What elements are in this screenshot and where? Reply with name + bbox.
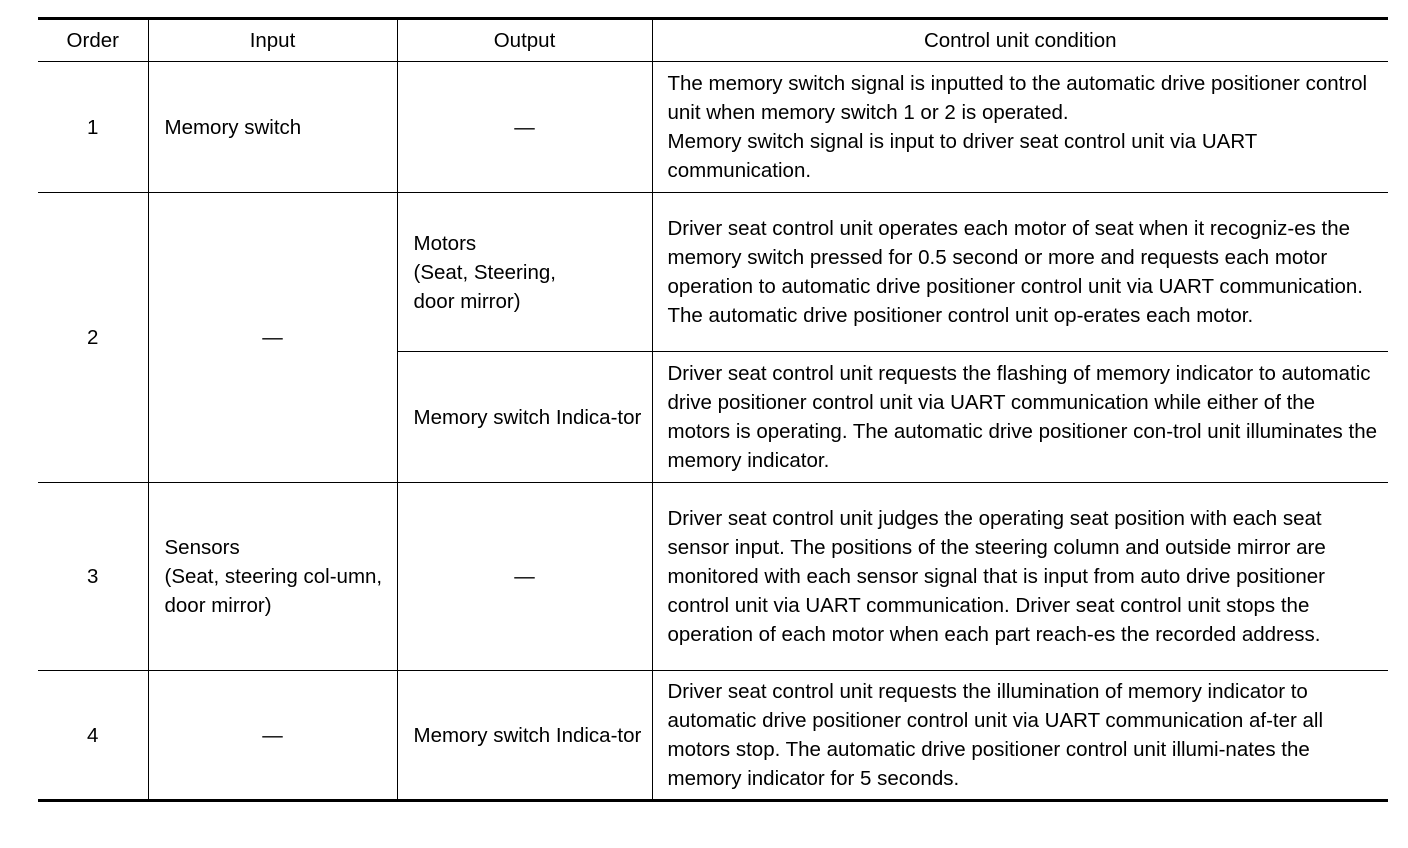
condition-text: The memory switch signal is inputted to the automatic drive positioner control unit when memory switch 1 or 2 is operated. Memory switch signal is input to driver seat control unit via UART communication. bbox=[667, 72, 1368, 182]
table-row bbox=[38, 483, 1388, 671]
condition-cell bbox=[652, 483, 1388, 671]
input-text: Sensors (Seat, steering col-umn, door mirror) bbox=[164, 536, 383, 617]
input-cell: — bbox=[148, 193, 397, 483]
condition-cell bbox=[652, 671, 1388, 801]
output-cell bbox=[397, 352, 652, 483]
order-cell: 2 bbox=[38, 193, 148, 483]
condition-text: Driver seat control unit judges the operating seat position with each seat sensor input. The positions of the steering column and outside mirror are monitored with each sensor signal that is input from auto drive positioner control unit via UART communication. Driver seat control unit stops the operation of each motor when each part reach-es the recorded address. bbox=[667, 507, 1326, 646]
condition-cell bbox=[652, 62, 1388, 193]
input-cell: — bbox=[148, 671, 397, 801]
condition-text: Driver seat control unit requests the illumination of memory indicator to automatic drive positioner control unit via UART communication af-ter all motors stop. The automatic drive positioner control unit illumi-nates the memory indicator for 5 seconds. bbox=[667, 680, 1324, 790]
table-row bbox=[38, 193, 1388, 352]
order-cell: 1 bbox=[38, 62, 148, 193]
condition-text: Driver seat control unit operates each motor of seat when it recogniz-es the memory switch pressed for 0.5 second or more and requests each motor operation to automatic drive positioner control unit via UART communication. The automatic drive positioner control unit op-erates each motor. bbox=[667, 217, 1363, 327]
condition-cell bbox=[652, 352, 1388, 483]
output-cell: — bbox=[397, 62, 652, 193]
header-input: Input bbox=[148, 19, 397, 62]
output-cell bbox=[397, 671, 652, 801]
table-header-row bbox=[38, 19, 1388, 62]
output-text: Memory switch Indica-tor bbox=[413, 405, 642, 429]
output-cell bbox=[397, 193, 652, 352]
table-row bbox=[38, 671, 1388, 801]
table-row bbox=[38, 62, 1388, 193]
input-cell: Memory switch bbox=[148, 62, 397, 193]
header-control-unit-condition: Control unit condition bbox=[652, 19, 1388, 62]
control-sequence-table bbox=[38, 17, 1388, 802]
header-order: Order bbox=[38, 19, 148, 62]
order-cell: 3 bbox=[38, 483, 148, 671]
header-output: Output bbox=[397, 19, 652, 62]
output-cell: — bbox=[397, 483, 652, 671]
condition-cell bbox=[652, 193, 1388, 352]
output-text: Memory switch Indica-tor bbox=[413, 723, 642, 747]
order-cell: 4 bbox=[38, 671, 148, 801]
condition-text: Driver seat control unit requests the flashing of memory indicator to automatic drive positioner control unit via UART communication while either of the motors is operating. The automatic drive positioner con-trol unit illuminates the memory indicator. bbox=[667, 362, 1377, 472]
input-cell bbox=[148, 483, 397, 671]
output-text: Motors (Seat, Steering, door mirror) bbox=[413, 231, 556, 313]
